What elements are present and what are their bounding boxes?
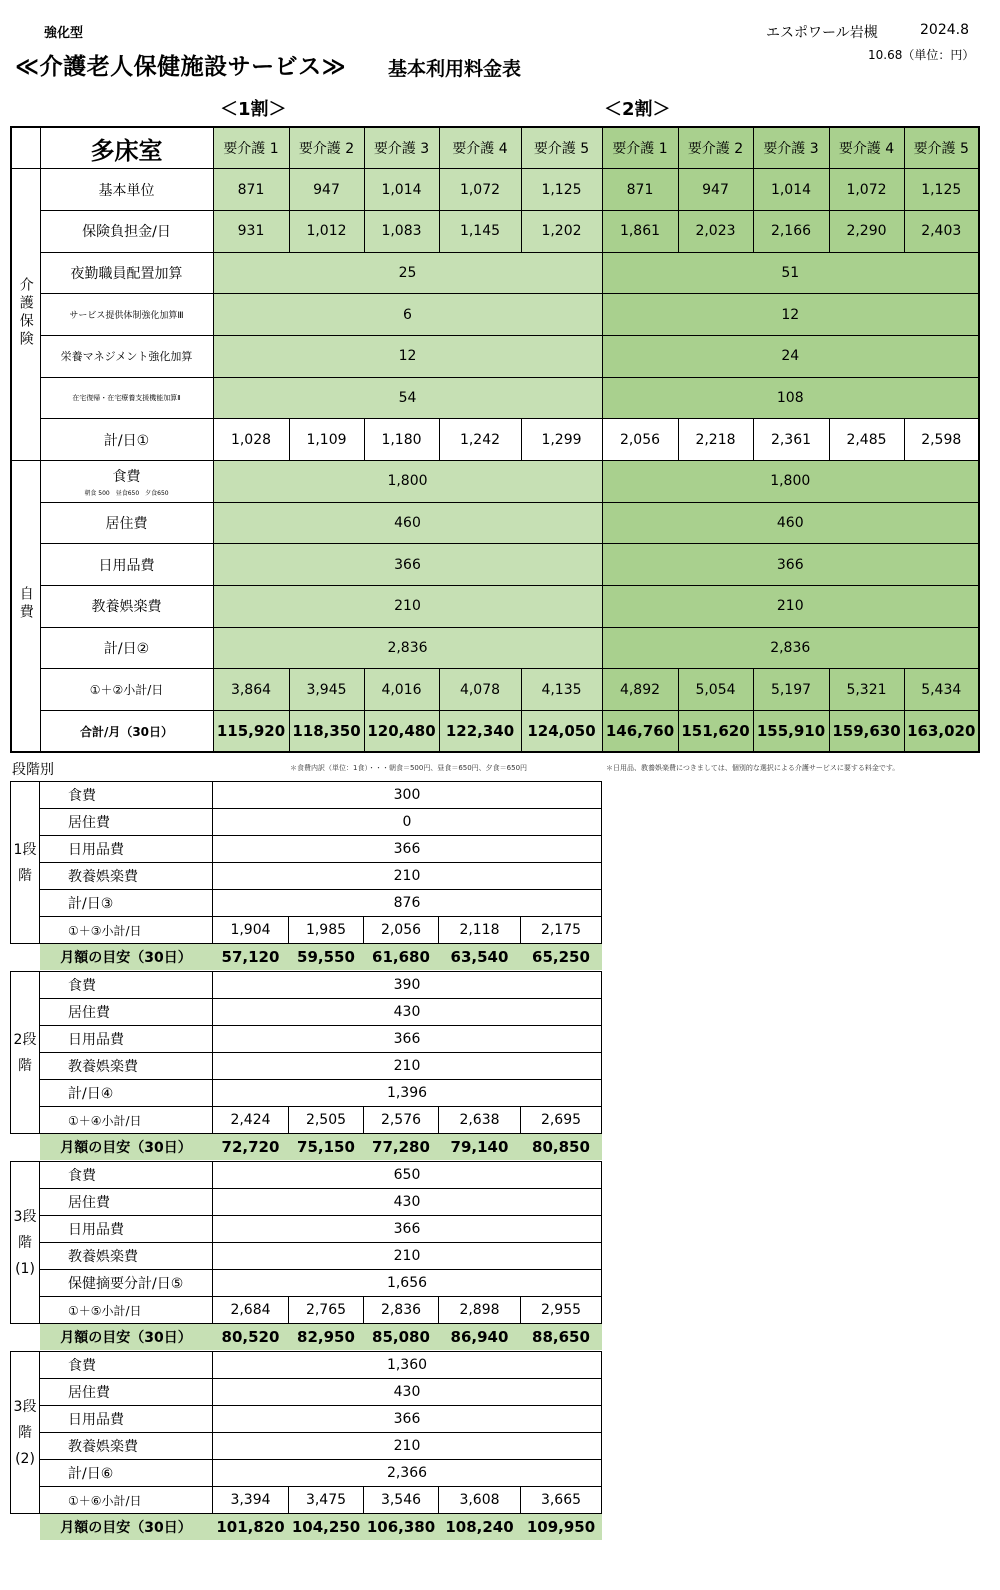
cell: 460 [602,502,979,544]
row-label: 食費 [40,782,213,809]
cell: 104,250 [289,1514,364,1541]
cell: 109,950 [521,1514,602,1541]
cell: 118,350 [289,711,364,753]
cell: 2,836 [364,1297,439,1324]
row-label: ①＋⑤小計/日 [40,1297,213,1324]
row-label: 居住費 [40,502,213,544]
level-header: 要介護 3 [753,127,829,169]
cell: 1,109 [289,419,364,461]
cell: 366 [213,1026,602,1053]
cell: 3,864 [213,669,289,711]
cell: 122,340 [439,711,521,753]
cell: 3,945 [289,669,364,711]
cell: 2,424 [213,1107,289,1134]
row-nutrition [11,335,979,377]
cell: 108 [602,377,979,419]
month-label: 月額の目安（30日） [40,944,213,971]
row-label: 夜勤職員配置加算 [40,252,213,294]
page-subtitle: 基本利用料金表 [388,58,522,80]
cell: 460 [213,502,602,544]
cell: 3,546 [364,1487,439,1514]
cell: 947 [289,169,364,211]
row-label: 教養娯楽費 [40,1053,213,1080]
row-label: 日用品費 [40,1406,213,1433]
group-1wari-heading: ＜1割＞ [220,99,287,120]
cell: 2,366 [213,1460,602,1487]
cell: 77,280 [364,1134,439,1161]
cell: 430 [213,1379,602,1406]
cell: 2,638 [439,1107,521,1134]
stage-label: 2段階 [11,972,40,1134]
cell: 871 [602,169,678,211]
row-label: 居住費 [40,809,213,836]
row-home-support [11,377,979,419]
cell: 2,836 [602,627,979,669]
level-header: 要介護 5 [521,127,602,169]
row-label: 基本単位 [40,169,213,211]
cell: 82,950 [289,1324,364,1351]
row-label: 居住費 [40,1379,213,1406]
stage-table [10,971,602,1160]
row-label: 日用品費 [40,1026,213,1053]
cell: 210 [213,586,602,628]
stage-table [10,1161,602,1350]
date-label: 2024.8 [920,22,969,38]
stage-heading: 段階別 [12,762,54,778]
level-header: 要介護 1 [213,127,289,169]
cell: 1,072 [439,169,521,211]
cell: 4,135 [521,669,602,711]
cell: 1,985 [289,917,364,944]
cell: 0 [213,809,602,836]
cell: 300 [213,782,602,809]
corner-cell [11,127,40,169]
meal-breakdown-note: ＊食費内訳（単位：1食）・・・朝食＝500円、昼食＝650円、夕食＝650円 [290,764,528,772]
row-label: 食費 [40,1352,213,1379]
cell: 1,014 [364,169,439,211]
facility-name: エスポワール岩槻 [766,25,878,41]
cell: 1,242 [439,419,521,461]
goods-note: ＊日用品、教養娯楽費につきましては、個別的な選択による介護サービスに要する料金です。 [606,764,900,772]
cell: 1,800 [602,461,979,503]
cell: 63,540 [439,944,521,971]
main-fee-table [10,126,980,753]
cell: 72,720 [213,1134,289,1161]
cell: 5,054 [678,669,753,711]
cell: 5,434 [904,669,979,711]
level-header: 要介護 1 [602,127,678,169]
cell: 1,145 [439,210,521,252]
stage-label: 3段階(2) [11,1352,40,1514]
cell: 124,050 [521,711,602,753]
cell: 2,118 [439,917,521,944]
cell: 2,576 [364,1107,439,1134]
row-label: 計/日④ [40,1080,213,1107]
level-header: 要介護 4 [439,127,521,169]
cell: 151,620 [678,711,753,753]
cell: 51 [602,252,979,294]
cell: 1,072 [829,169,904,211]
cell: 80,520 [213,1324,289,1351]
row-label: 食費 [40,1162,213,1189]
month-label: 月額の目安（30日） [40,1134,213,1161]
cell: 5,321 [829,669,904,711]
row-education [11,586,979,628]
cell: 210 [213,1053,602,1080]
room-type: 多床室 [40,127,213,169]
cell: 1,656 [213,1270,602,1297]
cell: 65,250 [521,944,602,971]
cell: 1,028 [213,419,289,461]
cell: 2,403 [904,210,979,252]
row-label: サービス提供体制強化加算Ⅲ [40,294,213,336]
cell: 1,861 [602,210,678,252]
cell: 59,550 [289,944,364,971]
row-base-units [11,169,979,211]
cell: 61,680 [364,944,439,971]
row-label: 教養娯楽費 [40,1243,213,1270]
cell: 54 [213,377,602,419]
cell: 390 [213,972,602,999]
cell: 2,836 [213,627,602,669]
cell: 120,480 [364,711,439,753]
cell: 430 [213,1189,602,1216]
header-row [11,127,979,169]
cell: 650 [213,1162,602,1189]
cell: 24 [602,335,979,377]
care-insurance-group-label: 介護保険 [11,169,40,461]
cell: 366 [213,544,602,586]
cell: 876 [213,890,602,917]
cell: 1,180 [364,419,439,461]
cell: 5,197 [753,669,829,711]
month-label: 月額の目安（30日） [40,1514,213,1541]
cell: 57,120 [213,944,289,971]
row-label: 合計/月（30日） [40,711,213,753]
cell: 947 [678,169,753,211]
cell: 2,361 [753,419,829,461]
cell: 2,505 [289,1107,364,1134]
row-label: 日用品費 [40,836,213,863]
row-label: 保健摘要分計/日⑤ [40,1270,213,1297]
row-label: 居住費 [40,999,213,1026]
group-2wari-heading: ＜2割＞ [604,99,671,120]
row-label: 教養娯楽費 [40,863,213,890]
cell: 1,360 [213,1352,602,1379]
cell: 2,695 [521,1107,602,1134]
row-label: ①＋⑥小計/日 [40,1487,213,1514]
row-service-system [11,294,979,336]
row-label: 計/日③ [40,890,213,917]
cell: 2,765 [289,1297,364,1324]
row-label: 計/日① [40,419,213,461]
cell: 163,020 [904,711,979,753]
cell: 1,396 [213,1080,602,1107]
cell: 75,150 [289,1134,364,1161]
cell: 4,892 [602,669,678,711]
cell: 2,056 [364,917,439,944]
cell: 86,940 [439,1324,521,1351]
stage-label: 1段階 [11,782,40,944]
cell: 3,608 [439,1487,521,1514]
row-label: 日用品費 [40,544,213,586]
cell: 12 [602,294,979,336]
row-label: 日用品費 [40,1216,213,1243]
level-header: 要介護 2 [289,127,364,169]
cell: 1,125 [521,169,602,211]
cell: 210 [213,863,602,890]
cell: 79,140 [439,1134,521,1161]
self-pay-group-label: 自費 [11,461,40,753]
cell: 159,630 [829,711,904,753]
row-label: ①＋③小計/日 [40,917,213,944]
row-label: 教養娯楽費 [40,1433,213,1460]
cell: 2,023 [678,210,753,252]
row-label: 栄養マネジメント強化加算 [40,335,213,377]
stage-label: 3段階(1) [11,1162,40,1324]
cell: 366 [213,1406,602,1433]
cell: 1,125 [904,169,979,211]
row-label: 計/日② [40,627,213,669]
cell: 2,056 [602,419,678,461]
stage-table [10,781,602,970]
cell: 2,898 [439,1297,521,1324]
level-header: 要介護 5 [904,127,979,169]
level-header: 要介護 2 [678,127,753,169]
cell: 106,380 [364,1514,439,1541]
unit-label: 10.68（単位：円） [868,48,975,62]
cell: 2,166 [753,210,829,252]
cell: 366 [602,544,979,586]
cell: 115,920 [213,711,289,753]
cell: 4,078 [439,669,521,711]
cell: 1,012 [289,210,364,252]
row-meal [11,461,979,503]
cell: 85,080 [364,1324,439,1351]
row-label: ①＋②小計/日 [40,669,213,711]
row-total-2 [11,627,979,669]
stage-table [10,1351,602,1540]
cell: 1,202 [521,210,602,252]
cell: 1,904 [213,917,289,944]
cell: 931 [213,210,289,252]
cell: 25 [213,252,602,294]
cell: 108,240 [439,1514,521,1541]
row-subtotal-1-2 [11,669,979,711]
cell: 366 [213,1216,602,1243]
cell: 1,083 [364,210,439,252]
row-monthly-total [11,711,979,753]
row-label: 食費 朝食 500 昼食650 夕食650 [40,461,213,503]
cell: 430 [213,999,602,1026]
row-label: 在宅復帰・在宅療養支援機能加算Ⅱ [40,377,213,419]
row-label: 計/日⑥ [40,1460,213,1487]
row-label: ①＋④小計/日 [40,1107,213,1134]
cell: 3,394 [213,1487,289,1514]
cell: 1,800 [213,461,602,503]
cell: 366 [213,836,602,863]
cell: 88,650 [521,1324,602,1351]
cell: 2,955 [521,1297,602,1324]
row-label: 保険負担金/日 [40,210,213,252]
cell: 2,684 [213,1297,289,1324]
level-header: 要介護 3 [364,127,439,169]
row-label: 教養娯楽費 [40,586,213,628]
row-label: 居住費 [40,1189,213,1216]
cell: 210 [213,1433,602,1460]
cell: 4,016 [364,669,439,711]
cell: 3,475 [289,1487,364,1514]
cell: 210 [602,586,979,628]
row-daily-goods [11,544,979,586]
cell: 1,299 [521,419,602,461]
cell: 210 [213,1243,602,1270]
row-label: 食費 [40,972,213,999]
cell: 3,665 [521,1487,602,1514]
page-title: ≪介護老人保健施設サービス≫ [15,54,347,80]
cell: 146,760 [602,711,678,753]
row-housing [11,502,979,544]
cell: 2,218 [678,419,753,461]
cell: 2,290 [829,210,904,252]
row-night-staff [11,252,979,294]
cell: 2,598 [904,419,979,461]
plan-type-label: 強化型 [44,26,84,41]
cell: 6 [213,294,602,336]
cell: 80,850 [521,1134,602,1161]
row-insurance-per-day [11,210,979,252]
level-header: 要介護 4 [829,127,904,169]
cell: 155,910 [753,711,829,753]
cell: 2,485 [829,419,904,461]
month-label: 月額の目安（30日） [40,1324,213,1351]
cell: 101,820 [213,1514,289,1541]
cell: 12 [213,335,602,377]
cell: 871 [213,169,289,211]
row-total-1 [11,419,979,461]
cell: 2,175 [521,917,602,944]
cell: 1,014 [753,169,829,211]
